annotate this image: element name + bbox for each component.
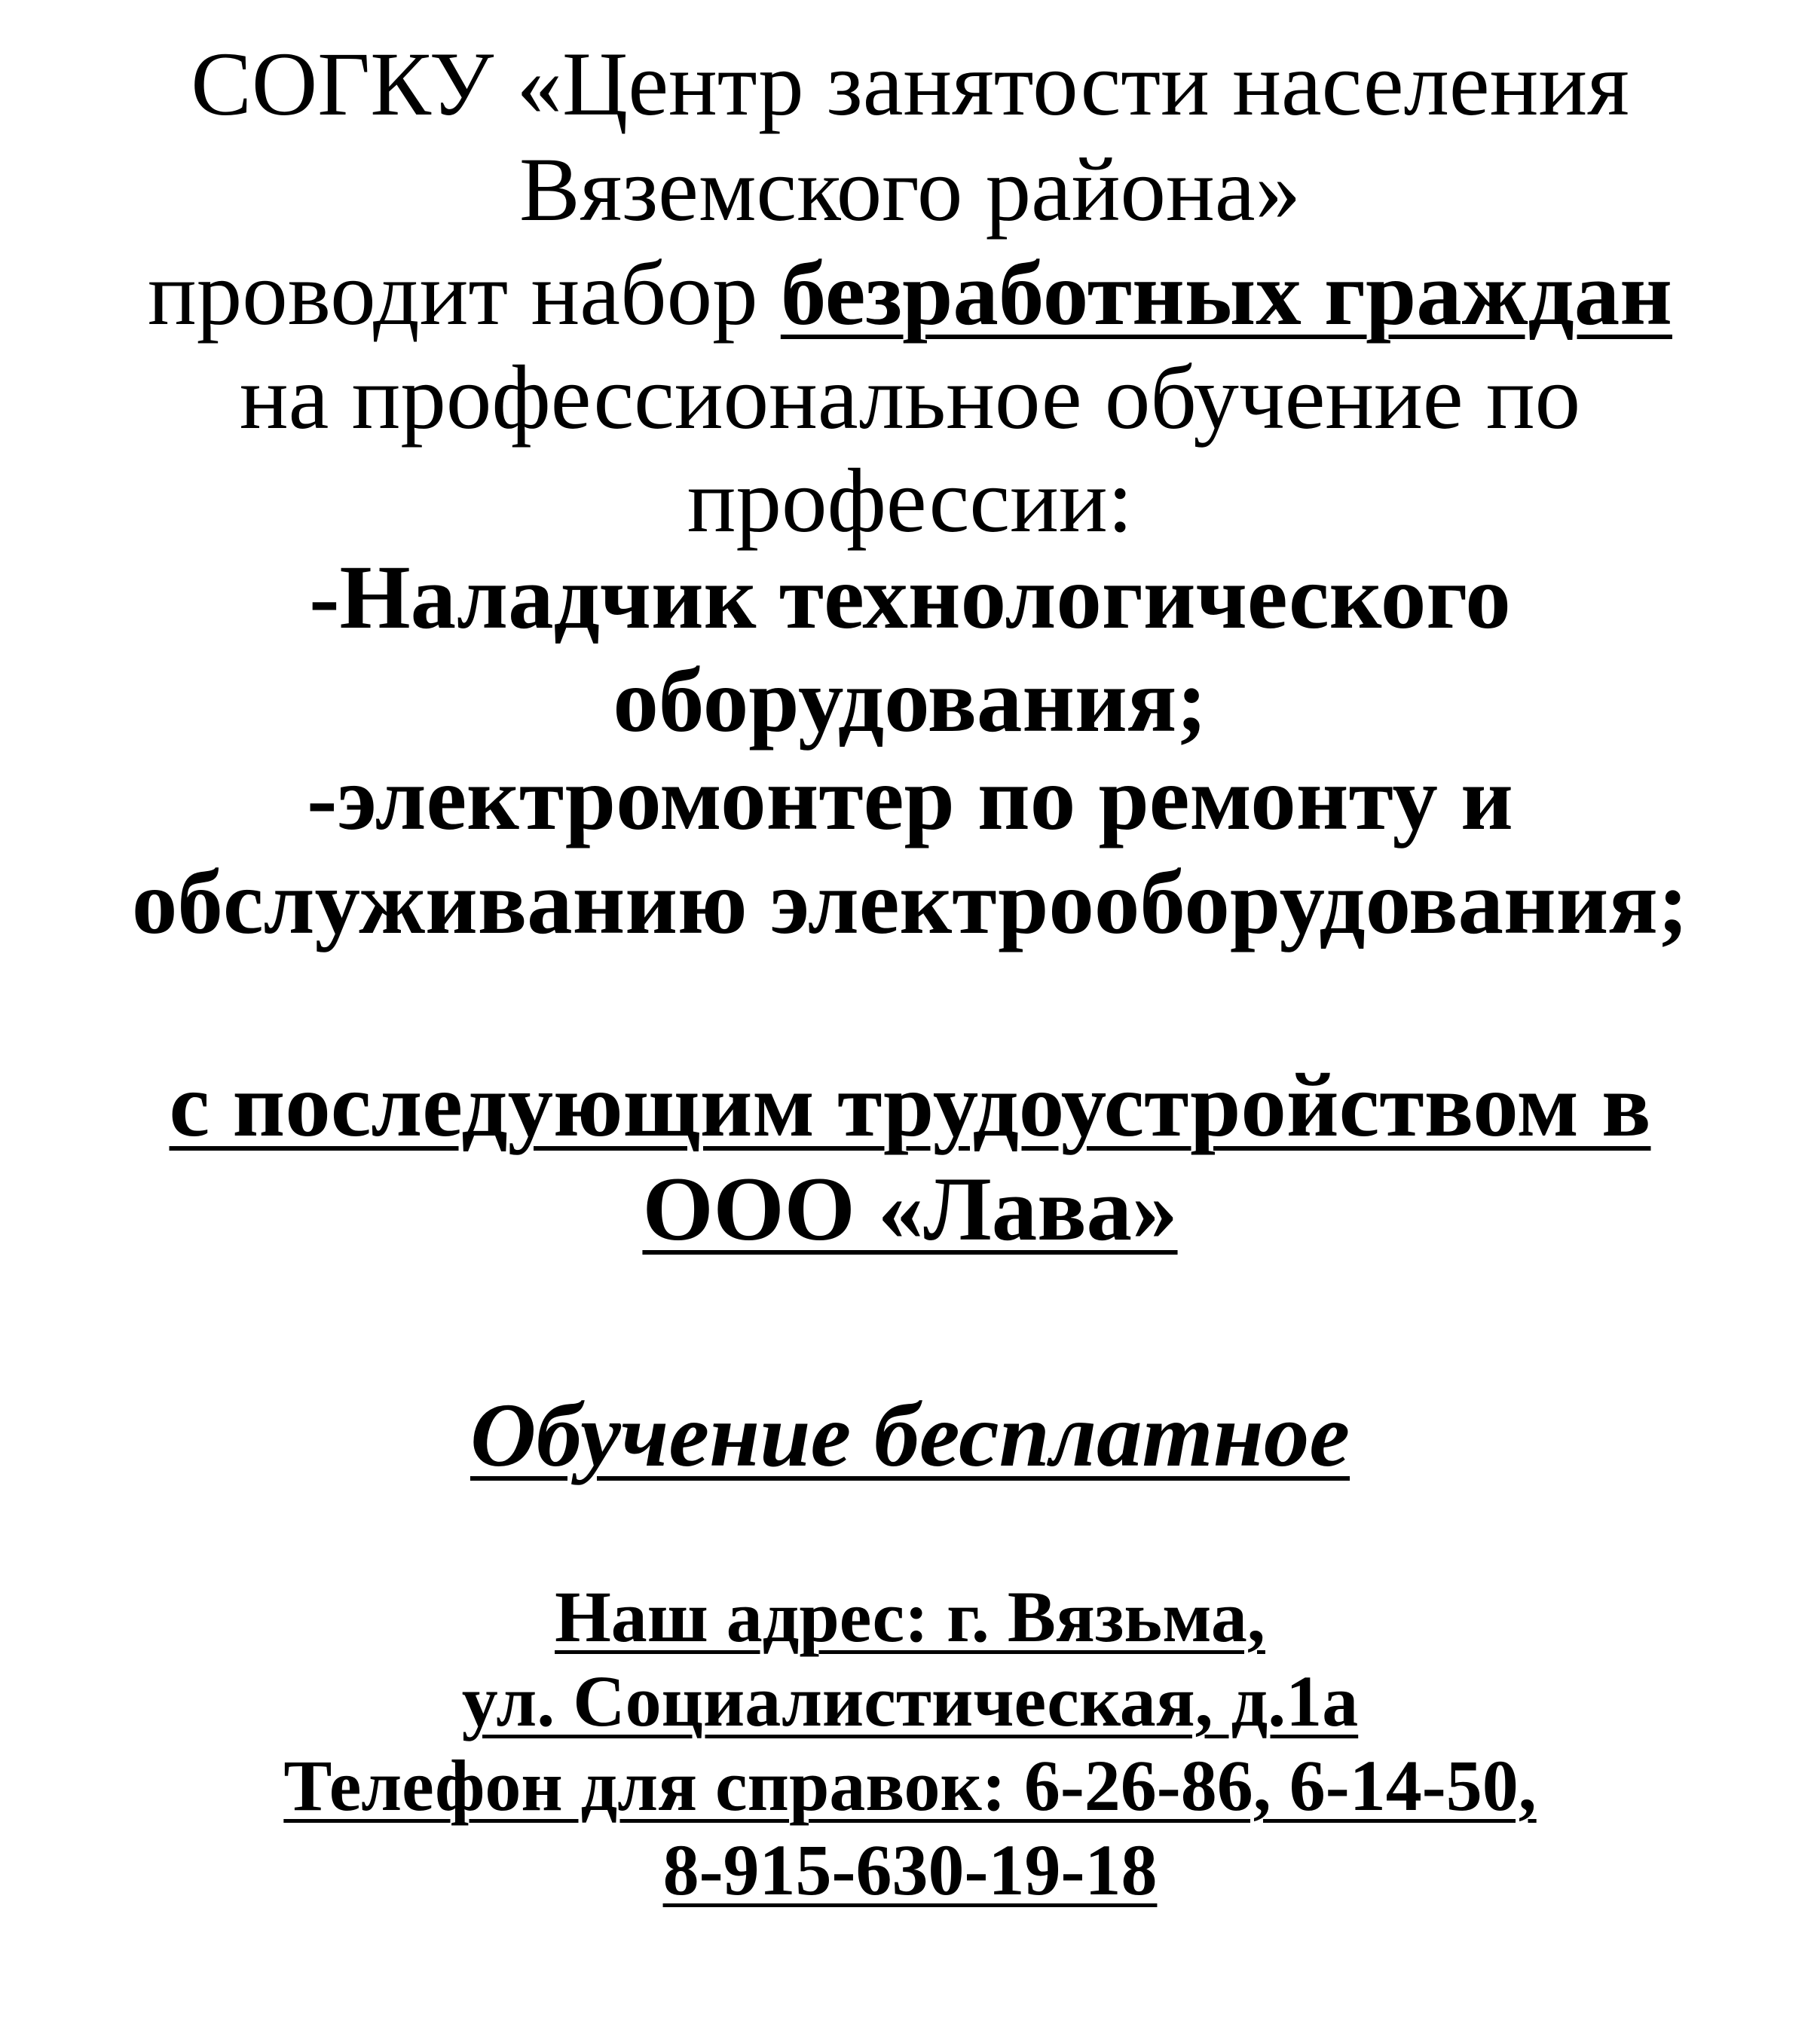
professions-heading: профессии: <box>687 451 1133 552</box>
employment-line1-wrap <box>0 1055 1820 1156</box>
free-training-wrap <box>0 1385 1820 1486</box>
employment-line2-wrap <box>0 1159 1820 1260</box>
address-line2-wrap <box>0 1661 1820 1741</box>
free-training-notice: Обучение бесплатное <box>470 1385 1350 1486</box>
address-line1-wrap <box>0 1576 1820 1657</box>
phone-line2-wrap <box>0 1830 1820 1910</box>
employer-name: ООО «Лава» <box>642 1159 1178 1260</box>
employment-line1: с последующим трудоустройством в <box>169 1055 1651 1156</box>
organization-name-line: СОГКУ «Центр занятости населения <box>191 34 1629 135</box>
phone-line2: 8-915-630-19-18 <box>662 1830 1158 1910</box>
phone-line1: Телефон для справок: 6-26-86, 6-14-50, <box>283 1745 1537 1826</box>
address-line2: ул. Социалистическая, д.1а <box>461 1661 1359 1741</box>
recruitment-line <box>0 243 1820 344</box>
target-group-emphasis: безработных граждан <box>780 243 1672 344</box>
phone-line1-wrap <box>0 1745 1820 1826</box>
profession-2-line2: обслуживанию электрооборудования; <box>131 852 1689 953</box>
profession-1-line1: -Наладчик технологического <box>309 547 1511 648</box>
address-line1: Наш адрес: г. Вязьма, <box>555 1576 1265 1657</box>
training-line: на профессиональное обучение по <box>239 347 1581 448</box>
recruitment-prefix: проводит набор <box>148 243 781 344</box>
profession-2-line1: -электромонтер по ремонту и <box>307 748 1513 849</box>
organization-district-line: Вяземского района» <box>518 139 1302 240</box>
profession-1-line2: оборудования; <box>613 650 1207 751</box>
